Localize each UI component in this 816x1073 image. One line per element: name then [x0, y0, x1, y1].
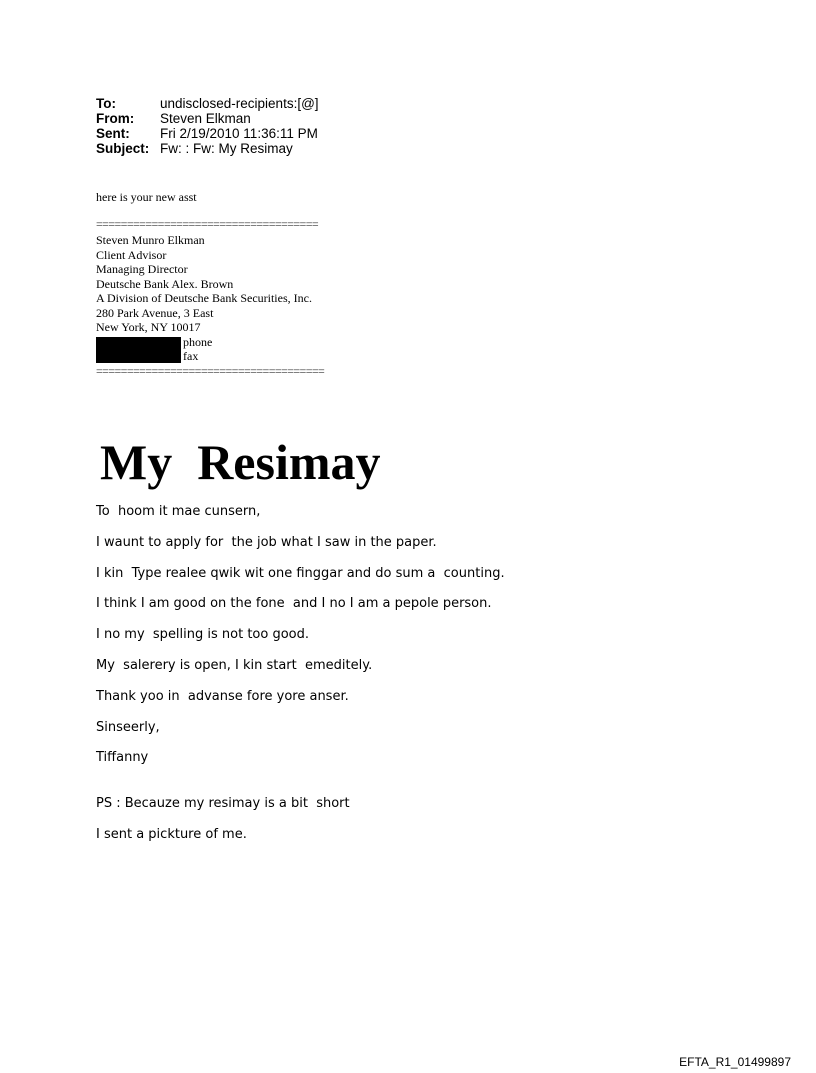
letter-line: Tiffanny	[96, 750, 149, 766]
letter-line: My salerery is open, I kin start emeditely.	[96, 657, 373, 673]
document-id: EFTA_R1_01499897	[679, 1055, 791, 1069]
signature-line: Steven Munro Elkman	[96, 233, 205, 247]
letter-line: I think I am good on the fone and I no I am a pepole person.	[96, 596, 492, 612]
intro-text: here is your new asst	[96, 190, 197, 204]
sent-value: Fri 2/19/2010 11:36:11 PM	[160, 126, 318, 141]
divider-bottom: =====================================	[96, 364, 325, 378]
fax-suffix: - fax	[176, 349, 199, 363]
divider-top: ====================================	[96, 217, 319, 231]
letter-body	[96, 503, 505, 857]
to-value: undisclosed-recipients:[@]	[160, 96, 319, 111]
letter-line: I kin Type realee qwik wit one finggar and do sum a counting.	[96, 565, 505, 581]
to-label: To:	[96, 96, 116, 111]
letter-line: Sinseerly,	[96, 719, 160, 735]
letter-line: I no my spelling is not too good.	[96, 627, 310, 643]
signature-line: 280 Park Avenue, 3 East	[96, 305, 214, 320]
signature-line: New York, NY 10017	[96, 320, 201, 334]
fax-row	[96, 349, 312, 364]
subject-label: Subject:	[96, 141, 150, 156]
signature-line: Deutsche Bank Alex. Brown	[96, 276, 234, 291]
sent-label: Sent:	[96, 126, 130, 141]
phone-row	[96, 335, 312, 350]
from-value: Steven Elkman	[160, 111, 251, 126]
from-label: From:	[96, 111, 135, 126]
letter-line: To hoom it mae cunsern,	[96, 504, 261, 519]
signature-block	[96, 233, 312, 364]
subject-row	[96, 141, 319, 156]
subject-value: Fw: : Fw: My Resimay	[160, 141, 293, 156]
signature-line: Managing Director	[96, 262, 188, 276]
email-header	[96, 96, 319, 156]
to-row	[96, 96, 319, 111]
from-row	[96, 111, 319, 126]
letter-line: PS : Becauze my resimay is a bit short	[96, 796, 350, 812]
letter-line: Thank yoo in advanse fore yore anser.	[96, 688, 349, 704]
letter-line: I sent a pickture of me.	[96, 827, 247, 843]
letter-line: I waunt to apply for the job what I saw in the paper.	[96, 534, 437, 550]
signature-line: A Division of Deutsche Bank Securities, Inc.	[96, 291, 312, 305]
letter-title: My Resimay	[100, 434, 381, 490]
signature-line: Client Advisor	[96, 247, 167, 262]
sent-row	[96, 126, 319, 141]
phone-suffix: - phone	[176, 334, 213, 349]
